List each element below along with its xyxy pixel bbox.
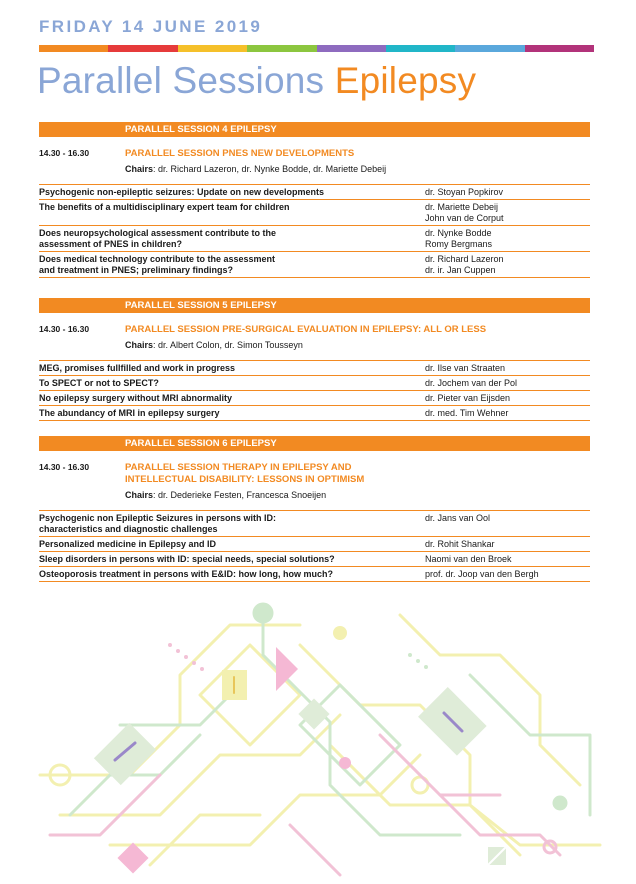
talk-speaker: dr. Rohit Shankar [425,539,495,549]
talk-row [39,511,590,537]
talk-row [39,537,590,552]
session-info [39,462,590,501]
talk-speaker: dr. Jans van Ool [425,513,491,523]
talk-row [39,185,590,200]
session-6 [39,436,590,582]
talk-topic: To SPECT or not to SPECT? [39,378,159,388]
talk-row [39,252,590,278]
talk-topic: Psychogenic non-epileptic seizures: Update on new developments [39,187,325,197]
talk-row [39,200,590,226]
session-chairs [125,163,590,175]
color-stripe-segment [178,45,247,52]
talk-speaker: dr. Jochem van der Pol [425,378,518,388]
session-header: PARALLEL SESSION 5 EPILEPSY [39,298,590,313]
talk-list [39,360,590,421]
session-title: PARALLEL SESSION PRE-SURGICAL EVALUATION IN EPILEPSY: ALL OR LESS [125,324,487,335]
session-4 [39,122,590,278]
chairs-label: Chairs [125,340,154,350]
session-time: 14.30 - 16.30 [39,324,90,334]
session-header: PARALLEL SESSION 6 EPILEPSY [39,436,590,451]
color-stripe-segment [247,45,316,52]
talk-row [39,361,590,376]
chairs-names: : dr. Albert Colon, dr. Simon Tousseyn [153,340,303,350]
session-time: 14.30 - 16.30 [39,148,90,158]
talk-list [39,510,590,582]
session-info [39,324,590,351]
talk-speaker: prof. dr. Joop van den Bergh [425,569,539,579]
title-part-1: Parallel Sessions [37,60,325,101]
session-5 [39,298,590,421]
talk-row [39,376,590,391]
talk-row [39,552,590,567]
session-time: 14.30 - 16.30 [39,462,90,472]
talk-topic: Does neuropsychological assessment contribute to the assessment of PNES in children? [39,228,277,249]
circuit-illustration [0,585,636,884]
color-stripe [39,45,594,52]
talk-row [39,406,590,421]
session-chairs [125,339,590,351]
talk-speaker: dr. Stoyan Popkirov [425,187,504,197]
talk-topic: The abundancy of MRI in epilepsy surgery [39,408,220,418]
page-date: FRIDAY 14 JUNE 2019 [39,17,263,36]
talk-topic: Personalized medicine in Epilepsy and ID [39,539,217,549]
session-chairs [125,489,590,501]
session-header: PARALLEL SESSION 4 EPILEPSY [39,122,590,137]
color-stripe-segment [108,45,177,52]
color-stripe-segment [39,45,108,52]
talk-list [39,184,590,278]
session-title: PARALLEL SESSION THERAPY IN EPILEPSY AND INTELLECTUAL DISABILITY: LESSONS IN OPTIMISM [125,462,365,485]
title-part-2: Epilepsy [334,60,477,101]
talk-speaker: dr. Pieter van Eijsden [425,393,511,403]
session-info [39,148,590,175]
talk-topic: Does medical technology contribute to the assessment and treatment in PNES; preliminary findings? [39,254,276,275]
talk-row [39,567,590,582]
talk-topic: Osteoporosis treatment in persons with E&ID: how long, how much? [39,569,334,579]
color-stripe-segment [525,45,594,52]
session-title: PARALLEL SESSION PNES NEW DEVELOPMENTS [125,148,355,159]
page-title [37,60,476,102]
color-stripe-segment [455,45,524,52]
talk-row [39,391,590,406]
chairs-names: : dr. Dederieke Festen, Francesca Snoeijen [153,490,327,500]
talk-speaker: dr. Mariette Debeij John van de Corput [425,202,504,223]
talk-topic: The benefits of a multidisciplinary expert team for children [39,202,290,212]
talk-row [39,226,590,252]
talk-speaker: dr. Richard Lazeron dr. ir. Jan Cuppen [425,254,504,275]
talk-topic: No epilepsy surgery without MRI abnormality [39,393,233,403]
talk-topic: MEG, promises fullfilled and work in progress [39,363,236,373]
talk-topic: Sleep disorders in persons with ID: special needs, special solutions? [39,554,335,564]
chairs-names: : dr. Richard Lazeron, dr. Nynke Bodde, dr. Mariette Debeij [153,164,387,174]
color-stripe-segment [386,45,455,52]
chairs-label: Chairs [125,490,154,500]
talk-speaker: dr. Nynke Bodde Romy Bergmans [425,228,493,249]
chairs-label: Chairs [125,164,154,174]
talk-topic: Psychogenic non Epileptic Seizures in persons with ID: characteristics and diagnostic challenges [39,513,277,534]
talk-speaker: dr. Ilse van Straaten [425,363,506,373]
talk-speaker: Naomi van den Broek [425,554,512,564]
color-stripe-segment [317,45,386,52]
talk-speaker: dr. med. Tim Wehner [425,408,509,418]
